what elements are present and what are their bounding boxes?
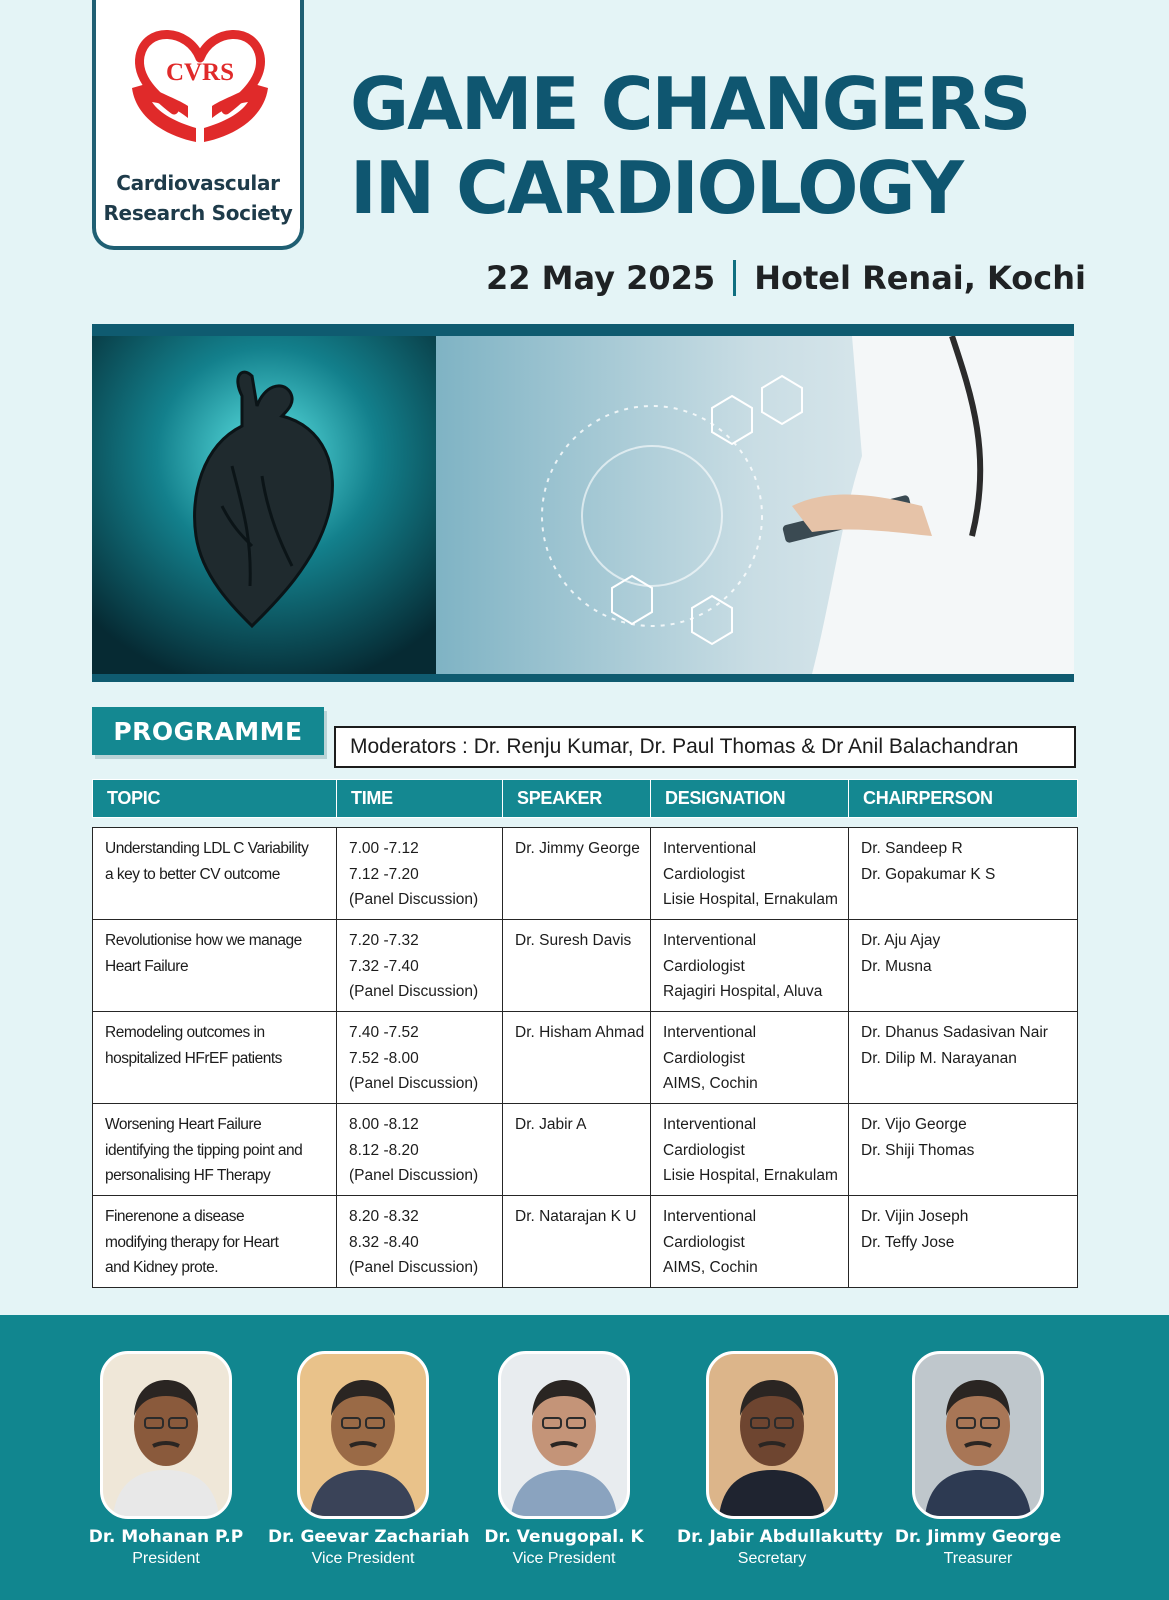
- heart-hands-icon: [126, 18, 274, 150]
- cell-line: 8.00 -8.12: [349, 1116, 419, 1133]
- logo-society-name: [96, 168, 300, 228]
- table-row: [93, 1196, 1078, 1288]
- cell-line: Dr. Vijo George: [861, 1116, 967, 1133]
- cell-line: and Kidney prote.: [105, 1259, 219, 1276]
- cell-chair: [849, 1012, 1078, 1104]
- cell-line: 7.00 -7.12: [349, 840, 419, 857]
- cell-line: 7.40 -7.52: [349, 1024, 419, 1041]
- cell-speaker: [503, 1104, 651, 1196]
- cell-line: Dr. Musna: [861, 957, 932, 975]
- cell-chair: [849, 1196, 1078, 1288]
- cell-topic: [93, 920, 337, 1012]
- cell-line: Heart Failure: [105, 957, 189, 975]
- cell-topic: [93, 828, 337, 920]
- cell-line: Dr. Natarajan K U: [515, 1208, 637, 1225]
- cell-speaker: [503, 1012, 651, 1104]
- cell-speaker: [503, 920, 651, 1012]
- event-venue: Hotel Renai, Kochi: [754, 259, 1086, 297]
- cell-line: Interventional: [663, 1116, 757, 1133]
- cell-speaker: [503, 1196, 651, 1288]
- cell-line: 7.12 -7.20: [349, 865, 419, 883]
- title-line1: GAME CHANGERS: [350, 62, 1030, 146]
- cell-line: 8.20 -8.32: [349, 1208, 419, 1225]
- cell-time: [337, 1104, 503, 1196]
- table-row: [93, 1012, 1078, 1104]
- title-line2: IN CARDIOLOGY: [350, 146, 963, 230]
- col-topic: TOPIC: [93, 780, 337, 818]
- cell-time: [337, 1012, 503, 1104]
- cell-line: Dr. Vijin Joseph: [861, 1208, 969, 1225]
- logo-name-line2: Research Society: [103, 201, 293, 225]
- cell-chair: [849, 1104, 1078, 1196]
- cell-line: 7.52 -8.00: [349, 1049, 419, 1067]
- col-chairperson: CHAIRPERSON: [849, 780, 1078, 818]
- cell-line: Cardiologist: [663, 1049, 745, 1067]
- cell-line: Understanding LDL C Variability: [105, 840, 309, 857]
- officer-role: President: [132, 1550, 200, 1567]
- cell-designation: [651, 1196, 849, 1288]
- cell-line: (Panel Discussion): [349, 983, 479, 1000]
- cell-line: identifying the tipping point and: [105, 1141, 303, 1159]
- cell-line: 7.32 -7.40: [349, 957, 419, 975]
- cell-designation: [651, 920, 849, 1012]
- officer-name: Dr. Venugopal. K: [484, 1527, 644, 1547]
- portrait-photo-icon: [100, 1351, 232, 1519]
- cell-line: (Panel Discussion): [349, 1075, 479, 1092]
- portrait-photo-icon: [706, 1351, 838, 1519]
- officer-role: Secretary: [737, 1550, 807, 1567]
- cell-line: (Panel Discussion): [349, 1259, 479, 1276]
- cell-line: Lisie Hospital, Ernakulam: [663, 891, 838, 908]
- portrait-photo-icon: [297, 1351, 429, 1519]
- programme-table: [92, 779, 1078, 1288]
- cvrs-logo: [92, 0, 304, 250]
- cell-line: personalising HF Therapy: [105, 1167, 271, 1184]
- cell-line: hospitalized HFrEF patients: [105, 1049, 282, 1067]
- cell-designation: [651, 828, 849, 920]
- cell-line: Worsening Heart Failure: [105, 1116, 262, 1133]
- officer-card: [469, 1351, 659, 1568]
- cell-line: 7.20 -7.32: [349, 932, 419, 949]
- event-separator: [733, 260, 736, 296]
- cell-topic: [93, 1012, 337, 1104]
- cell-line: Cardiologist: [663, 957, 745, 975]
- cell-line: Revolutionise how we manage: [105, 932, 302, 949]
- cell-line: 8.12 -8.20: [349, 1141, 419, 1159]
- logo-abbr: CVRS: [165, 59, 235, 86]
- cell-line: Finerenone a disease: [105, 1208, 245, 1225]
- officer-name: Dr. Jimmy George: [894, 1527, 1062, 1547]
- cell-line: Dr. Gopakumar K S: [861, 865, 996, 883]
- cell-line: Dr. Jimmy George: [515, 840, 640, 857]
- programme-heading: PROGRAMME: [92, 707, 324, 755]
- banner-image: [92, 324, 1074, 682]
- table-row: [93, 1104, 1078, 1196]
- cell-line: Dr. Aju Ajay: [861, 932, 941, 949]
- cell-line: Dr. Teffy Jose: [861, 1233, 955, 1251]
- cell-designation: [651, 1104, 849, 1196]
- cell-line: Interventional: [663, 1208, 757, 1225]
- cell-line: AIMS, Cochin: [663, 1259, 758, 1276]
- cell-line: Cardiologist: [663, 865, 745, 883]
- officer-name: Dr. Jabir Abdullakutty: [677, 1527, 884, 1547]
- cell-line: modifying therapy for Heart: [105, 1233, 279, 1251]
- moderators-box: Moderators : Dr. Renju Kumar, Dr. Paul Thomas & Dr Anil Balachandran: [334, 726, 1076, 768]
- cell-line: Interventional: [663, 840, 757, 857]
- cell-line: Dr. Suresh Davis: [515, 932, 632, 949]
- officer-role: Vice President: [512, 1550, 616, 1567]
- cell-line: AIMS, Cochin: [663, 1075, 758, 1092]
- cell-line: (Panel Discussion): [349, 1167, 479, 1184]
- cell-chair: [849, 920, 1078, 1012]
- cell-line: 8.32 -8.40: [349, 1233, 419, 1251]
- officer-role: Vice President: [311, 1550, 415, 1567]
- officers-footer: [0, 1315, 1169, 1600]
- cell-time: [337, 1196, 503, 1288]
- officer-card: [71, 1351, 261, 1568]
- cell-speaker: [503, 828, 651, 920]
- cell-line: Cardiologist: [663, 1141, 745, 1159]
- cell-line: Dr. Dhanus Sadasivan Nair: [861, 1024, 1048, 1041]
- table-row: [93, 920, 1078, 1012]
- cell-line: Remodeling outcomes in: [105, 1024, 265, 1041]
- portrait-photo-icon: [912, 1351, 1044, 1519]
- cell-chair: [849, 828, 1078, 920]
- cell-line: Dr. Shiji Thomas: [861, 1141, 975, 1159]
- table-row: [93, 828, 1078, 920]
- cell-time: [337, 920, 503, 1012]
- event-date: 22 May 2025: [486, 259, 716, 297]
- cell-line: Dr. Hisham Ahmad: [515, 1024, 645, 1041]
- cell-line: Dr. Dilip M. Narayanan: [861, 1049, 1017, 1067]
- col-speaker: SPEAKER: [503, 780, 651, 818]
- officer-card: [268, 1351, 470, 1568]
- officer-card: [677, 1351, 884, 1568]
- cell-line: Rajagiri Hospital, Aluva: [663, 983, 823, 1000]
- officer-name: Dr. Geevar Zachariah: [268, 1527, 470, 1547]
- cell-line: Interventional: [663, 1024, 757, 1041]
- cell-topic: [93, 1196, 337, 1288]
- cell-topic: [93, 1104, 337, 1196]
- banner-illustration: [92, 336, 1074, 674]
- col-designation: DESIGNATION: [651, 780, 849, 818]
- portrait-photo-icon: [498, 1351, 630, 1519]
- col-time: TIME: [337, 780, 503, 818]
- officer-role: Treasurer: [943, 1550, 1013, 1567]
- officer-name: Dr. Mohanan P.P: [88, 1527, 244, 1547]
- cell-line: Dr. Sandeep R: [861, 840, 963, 857]
- cell-line: (Panel Discussion): [349, 891, 479, 908]
- cell-time: [337, 828, 503, 920]
- cell-line: Cardiologist: [663, 1233, 745, 1251]
- officer-card: [883, 1351, 1073, 1568]
- cell-designation: [651, 1012, 849, 1104]
- logo-name-line1: Cardiovascular: [116, 171, 280, 195]
- cell-line: Dr. Jabir A: [515, 1116, 587, 1133]
- page-title: [350, 62, 1140, 230]
- cell-line: a key to better CV outcome: [105, 865, 280, 883]
- event-info: [486, 256, 1086, 300]
- cell-line: Lisie Hospital, Ernakulam: [663, 1167, 838, 1184]
- table-header-row: [93, 780, 1078, 818]
- cell-line: Interventional: [663, 932, 757, 949]
